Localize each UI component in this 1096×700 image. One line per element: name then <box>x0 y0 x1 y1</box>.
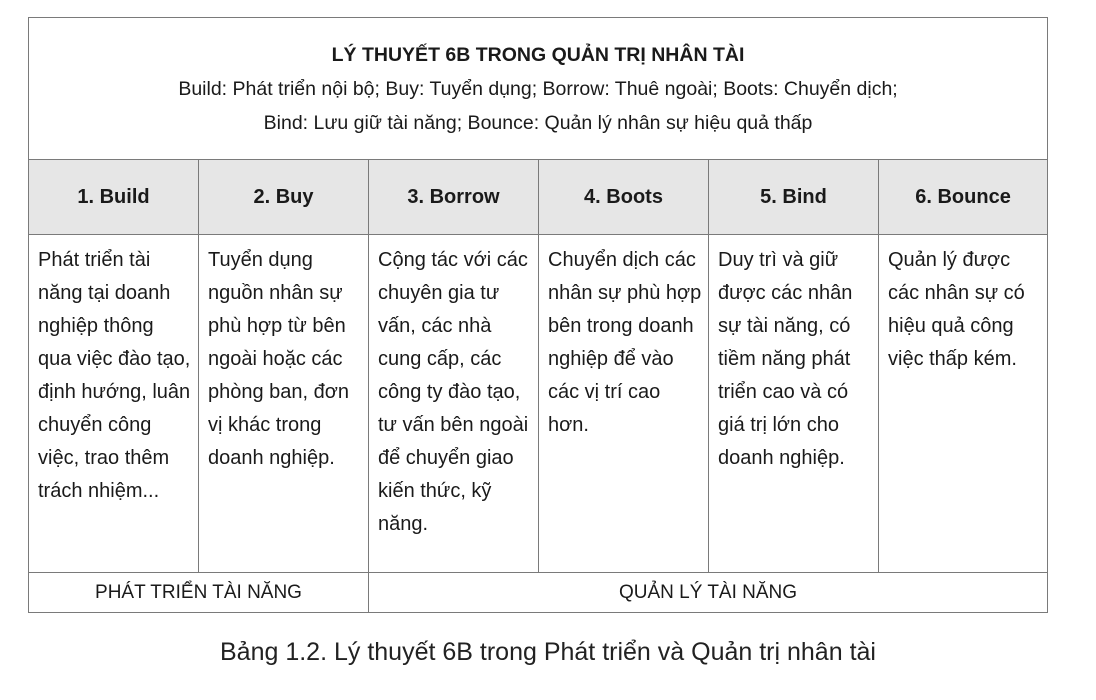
cell-boots <box>539 235 709 573</box>
footer-row <box>29 573 1048 613</box>
footer-talent-management: QUẢN LÝ TÀI NĂNG <box>369 573 1048 613</box>
table-title-cell <box>29 18 1048 160</box>
title-row <box>29 18 1048 160</box>
table-subtitle-line-1: Build: Phát triển nội bộ; Buy: Tuyển dụng; Borrow: Thuê ngoài; Boots: Chuyển dịch; <box>178 77 898 100</box>
cell-borrow <box>369 235 539 573</box>
table-heading: LÝ THUYẾT 6B TRONG QUẢN TRỊ NHÂN TÀI <box>331 43 745 66</box>
theory-6b-table <box>28 17 1048 613</box>
cell-buy-text: Tuyển dụng nguồn nhân sự phù hợp từ bên ngoài hoặc các phòng ban, đơn vị khác trong doanh nghiệp. <box>208 249 350 469</box>
header-row <box>29 160 1048 235</box>
cell-buy <box>199 235 369 573</box>
column-header-build: 1. Build <box>29 160 199 235</box>
footer-talent-development: PHÁT TRIỂN TÀI NĂNG <box>29 573 369 613</box>
cell-borrow-text: Cộng tác với các chuyên gia tư vấn, các nhà cung cấp, các công ty đào tạo, tư vấn bên ngoài để chuyển giao kiến thức, kỹ năng. <box>378 249 529 535</box>
table-subtitle-line-2: Bind: Lưu giữ tài năng; Bounce: Quản lý nhân sự hiệu quả thấp <box>263 111 813 134</box>
column-header-boots: 4. Boots <box>539 160 709 235</box>
cell-bind <box>709 235 879 573</box>
column-header-bounce: 6. Bounce <box>879 160 1048 235</box>
cell-bounce-text: Quản lý được các nhân sự có hiệu quả công việc thấp kém. <box>888 249 1025 370</box>
cell-boots-text: Chuyển dịch các nhân sự phù hợp bên trong doanh nghiệp để vào các vị trí cao hơn. <box>548 249 702 436</box>
cell-build <box>29 235 199 573</box>
theory-6b-table-container <box>28 17 1047 614</box>
body-row <box>29 235 1048 573</box>
column-header-borrow: 3. Borrow <box>369 160 539 235</box>
table-caption: Bảng 1.2. Lý thuyết 6B trong Phát triển và Quản trị nhân tài <box>220 638 876 666</box>
column-header-bind: 5. Bind <box>709 160 879 235</box>
cell-build-text: Phát triển tài năng tại doanh nghiệp thông qua việc đào tạo, định hướng, luân chuyển công việc, trao thêm trách nhiệm... <box>38 249 191 502</box>
cell-bind-text: Duy trì và giữ được các nhân sự tài năng, có tiềm năng phát triển cao và có giá trị lớn cho doanh nghiệp. <box>718 249 853 469</box>
column-header-buy: 2. Buy <box>199 160 369 235</box>
cell-bounce <box>879 235 1048 573</box>
